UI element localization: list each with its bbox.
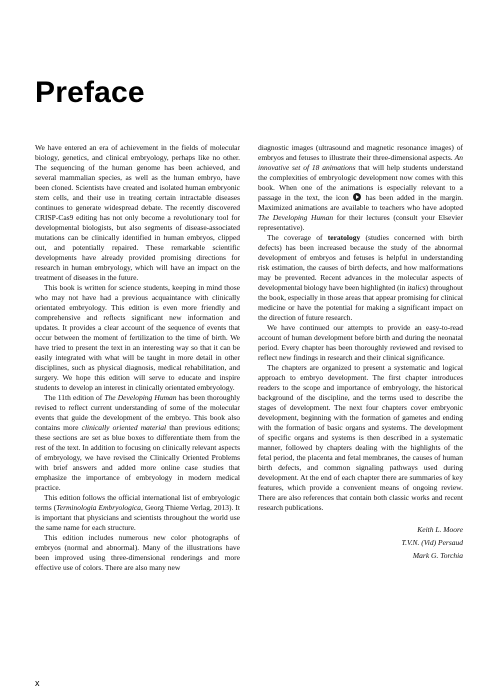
- author-signature: Mark G. Torchia: [412, 551, 463, 560]
- paragraph: diagnostic images (ultrasound and magnetic resonance images) of embryos and fetuses to illustrate their three-dimensional aspects. An innovative set of 18 animations that will help students understand the complexities of embryologic development now comes with this book. When one of the animations is especially relevant to a passage in the text, the icon has been added in the margin. Maximized animations are available to teachers who have adopted The Developing Human for their lectures (consult your Elsevier representative).: [258, 143, 463, 232]
- author-signatures: [258, 525, 463, 561]
- page-title: Preface: [35, 76, 145, 109]
- paragraph: The chapters are organized to present a systematic and logical approach to embryo development. The first chapter introduces readers to the scope and importance of embryology, the historical background of the discipline, and the terms used to describe the stages of development. The next four chapters cover embryonic development, beginning with the formation of gametes and ending with the formation of basic organs and systems. The development of specific organs and systems is then described in a systematic manner, followed by chapters dealing with the highlights of the fetal period, the placenta and fetal membranes, the causes of human birth defects, and common signaling pathways used during development. At the end of each chapter there are summaries of key features, which provide a convenient means of ongoing review. There are also references that contain both classic works and recent research publications.: [258, 363, 463, 512]
- author-signature: T.V.N. (Vid) Persaud: [401, 538, 463, 547]
- left-column: [35, 143, 240, 613]
- paragraph: This edition includes numerous new color photographs of embryos (normal and abnormal). Many of the illustrations have been improved using three-dimensional renderings and more effective use of colors. There are also many new: [35, 533, 240, 572]
- play-circle-icon: [353, 193, 361, 201]
- paragraph: The coverage of teratology (studies concerned with birth defects) has been increased because the study of the abnormal development of embryos and fetuses is helpful in understanding risk estimation, the causes of birth defects, and how malformations may be prevented. Recent advances in the molecular aspects of developmental biology have been highlighted (in italics) throughout the book, especially in those areas that appear promising for clinical medicine or have the potential for making a significant impact on the direction of future research.: [258, 233, 463, 322]
- paragraph: This book is written for science students, keeping in mind those who may not have had a previous acquaintance with clinically orientated embryology. This edition is even more friendly and comprehensive and reflects significant new information and updates. It provides a clear account of the sequence of events that occur between the moment of fertilization to the time of birth. We have tried to present the text in an interesting way so that it can be easily integrated with what will be taught in more detail in other disciplines, such as physical diagnosis, medical rehabilitation, and surgery. We hope this edition will serve to educate and inspire students to develop an interest in clinically orientated embryology.: [35, 283, 240, 392]
- paragraph: The 11th edition of The Developing Human has been thoroughly revised to reflect current understanding of some of the molecular events that guide the development of the embryo. This book also contains more clinically oriented material than previous editions; these sections are set as blue boxes to differentiate them from the rest of the text. In addition to focusing on clinically relevant aspects of embryology, we have revised the Clinically Oriented Problems with brief answers and added more online case studies that emphasize the importance of embryology in modern medical practice.: [35, 393, 240, 492]
- paragraph: This edition follows the official international list of embryologic terms (Terminologia Embryologica, Georg Thieme Verlag, 2013). It is important that physicians and scientists throughout the world use the same name for each structure.: [35, 493, 240, 532]
- right-column: [258, 143, 463, 613]
- paragraph: We have continued our attempts to provide an easy-to-read account of human development before birth and during the neonatal period. Every chapter has been thoroughly reviewed and revised to reflect new findings in research and their clinical significance.: [258, 323, 463, 362]
- author-signature: Keith L. Moore: [417, 525, 463, 534]
- paragraph: We have entered an era of achievement in the fields of molecular biology, genetics, and clinical embryology, perhaps like no other. The sequencing of the human genome has been achieved, and several mammalian species, as well as the human embryo, have been cloned. Scientists have created and isolated human embryonic stem cells, and their use in treating certain intractable diseases continues to generate widespread debate. The recently discovered CRISP-Cas9 editing has not only become a revolutionary tool for developmental biologists, but also segments of disease-associated mutations can be clinically identified in human embryos, clipped out, and potentially repaired. These remarkable scientific developments have already provided promising directions for research in human embryology, which will have an impact on the treatment of diseases in the future.: [35, 143, 240, 282]
- page-number: x: [35, 678, 40, 688]
